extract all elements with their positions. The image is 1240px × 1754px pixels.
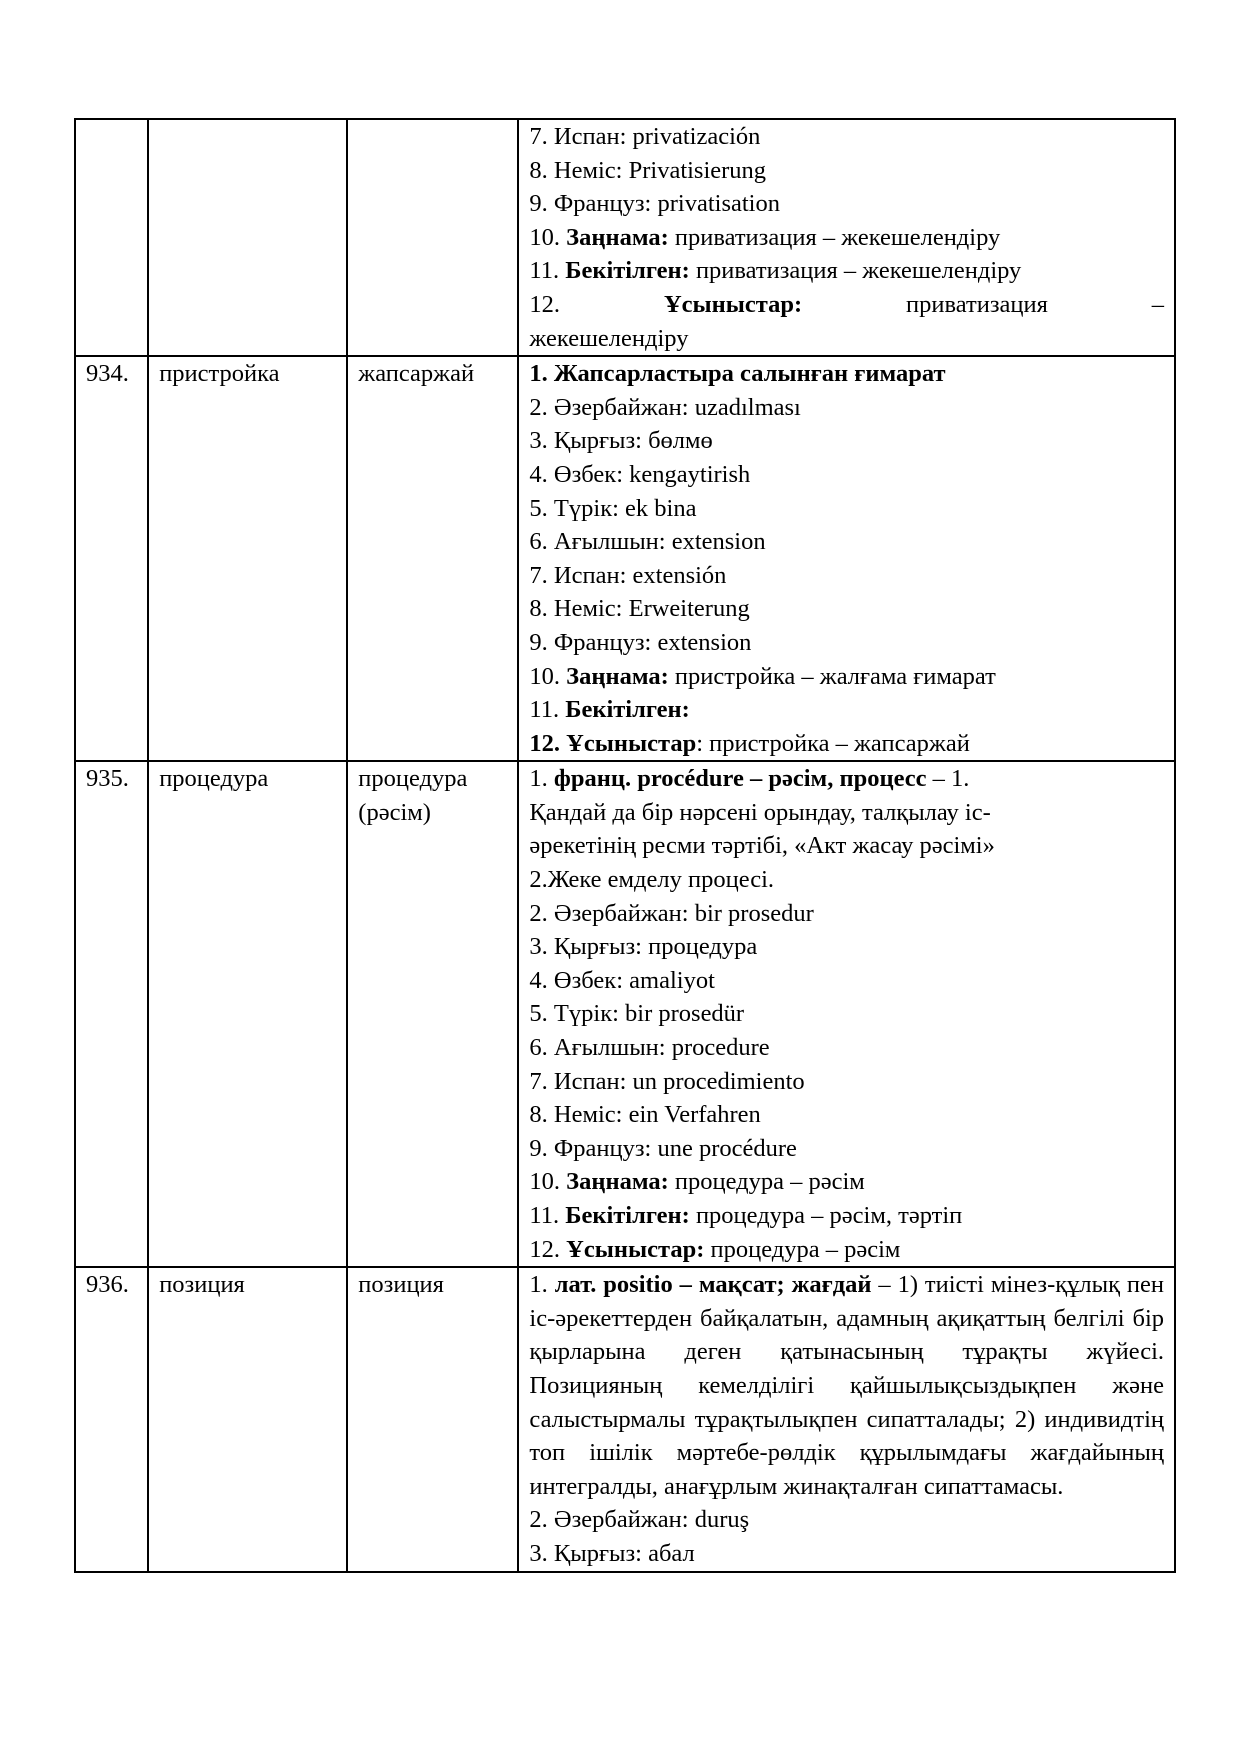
kazakh-term-cell	[347, 119, 518, 356]
description-bold: Ұсыныстар:	[566, 1235, 705, 1263]
definition-paragraph: 1. лат. positio – мақсат; жағдай – 1) тиісті мінез-құлық пен іс-әрекеттерден байқалатын, адамның ақиқаттың белгілі бір қырларына деген қатынасының тұрақты жүйесі. Позицияның кемелділігі қайшылықсыздықпен және салыстырмалы тұрақтылықпен сипатталады; 2) индивидтің топ ішілік мәртебе-рөлдік құрылымдағы жағдайының интегралды, анағұрлым жинақталған сипаттамасы.	[529, 1271, 1164, 1500]
description-line: 9. Француз: une procédure	[529, 1134, 797, 1162]
description-line: 8. Неміс: Erweiterung	[529, 595, 750, 623]
description-line: 1. франц. procédure – рәсім, процесс – 1.	[529, 765, 970, 793]
description-bold: Бекітілген:	[565, 257, 690, 285]
table-body	[75, 119, 1175, 1572]
description-line: 7. Испан: extensión	[529, 561, 727, 589]
definition-bold: лат. positio – мақсат; жағдай	[554, 1271, 872, 1299]
description-line: жекешелендіру	[529, 324, 689, 352]
description-line: 2. Әзербайжан: uzadılması	[529, 393, 801, 421]
description-bold: Заңнама:	[566, 662, 669, 690]
description-line	[529, 357, 1164, 391]
russian-term-cell: пристройка	[148, 356, 347, 761]
entry-number-cell: 934.	[75, 356, 148, 761]
description-bold: Заңнама:	[566, 1168, 669, 1196]
description-line: 12. Ұсыныстар: пристройка – жапсаржай	[529, 729, 970, 757]
description-cell	[518, 356, 1175, 761]
description-bold: Ұсыныстар:	[663, 290, 803, 318]
description-line: Қандай да бір нәрсені орындау, талқылау іс-	[529, 798, 991, 826]
description-line: 3. Қырғыз: процедура	[529, 933, 758, 961]
entry-number-cell	[75, 119, 148, 356]
description-line: 2. Әзербайжан: duruş	[529, 1506, 750, 1534]
description-bold: 1. Жапсарластыра салынған ғимарат	[529, 360, 946, 388]
description-line: 5. Түрік: ek bina	[529, 494, 697, 522]
description-bold: Бекітілген:	[565, 696, 690, 724]
description-cell	[518, 1267, 1175, 1571]
description-line: 7. Испан: privatización	[529, 123, 761, 150]
description-line: 9. Француз: privatisation	[529, 190, 780, 218]
kazakh-term-cell: процедура (рәсім)	[347, 761, 518, 1267]
description-line: 10. Заңнама: пристройка – жалғама ғимарат	[529, 662, 996, 690]
description-line: 6. Ағылшын: procedure	[529, 1034, 770, 1062]
description-line: 11. Бекітілген: приватизация – жекешелендіру	[529, 257, 1022, 285]
russian-term-cell	[148, 119, 347, 356]
description-bold: 12. Ұсыныстар	[529, 729, 697, 757]
description-line: әрекетінің ресми тәртібі, «Акт жасау рәсімі»	[529, 832, 995, 860]
table-row	[75, 761, 1175, 1267]
description-line: 2. Әзербайжан: bir prosedur	[529, 899, 814, 927]
description-line: 5. Түрік: bir prosedür	[529, 1000, 745, 1028]
table-row	[75, 119, 1175, 356]
description-line: 10. Заңнама: процедура – рәсім	[529, 1168, 865, 1196]
description-line: 8. Неміс: Privatisierung	[529, 156, 767, 184]
entry-number-cell: 935.	[75, 761, 148, 1267]
description-line: 6. Ағылшын: extension	[529, 528, 766, 556]
description-line: 10. Заңнама: приватизация – жекешелендіру	[529, 223, 1001, 251]
description-line: 9. Француз: extension	[529, 628, 752, 656]
description-line: 3. Қырғыз: абал	[529, 1539, 695, 1567]
table-row	[75, 356, 1175, 761]
entry-number-cell: 936.	[75, 1267, 148, 1571]
kazakh-term-cell: позиция	[347, 1267, 518, 1571]
description-line: 3. Қырғыз: бөлмө	[529, 427, 713, 455]
description-cell	[518, 119, 1175, 356]
description-line: 12. Ұсыныстар: процедура – рәсім	[529, 1235, 901, 1263]
description-line: 4. Өзбек: kengaytirish	[529, 460, 751, 488]
table-row	[75, 1267, 1175, 1571]
description-line: 12. Ұсыныстар: приватизация –	[529, 290, 1165, 318]
description-line: 2.Жеке емделу процесі.	[529, 866, 775, 894]
russian-term-cell: процедура	[148, 761, 347, 1267]
description-line: 11. Бекітілген: процедура – рәсім, тәртіп	[529, 1202, 963, 1229]
description-line: 11. Бекітілген:	[529, 696, 690, 724]
terminology-table	[74, 118, 1176, 1573]
description-line: 7. Испан: un procedimiento	[529, 1067, 805, 1095]
description-line: 8. Неміс: ein Verfahren	[529, 1101, 761, 1129]
russian-term-cell: позиция	[148, 1267, 347, 1571]
description-bold: франц. procédure – рәсім, процесс	[553, 765, 927, 793]
kazakh-term-cell: жапсаржай	[347, 356, 518, 761]
description-bold: Бекітілген:	[565, 1202, 690, 1229]
description-bold: Заңнама:	[566, 223, 669, 251]
description-cell	[518, 761, 1175, 1267]
description-line: 4. Өзбек: amaliyot	[529, 966, 715, 994]
